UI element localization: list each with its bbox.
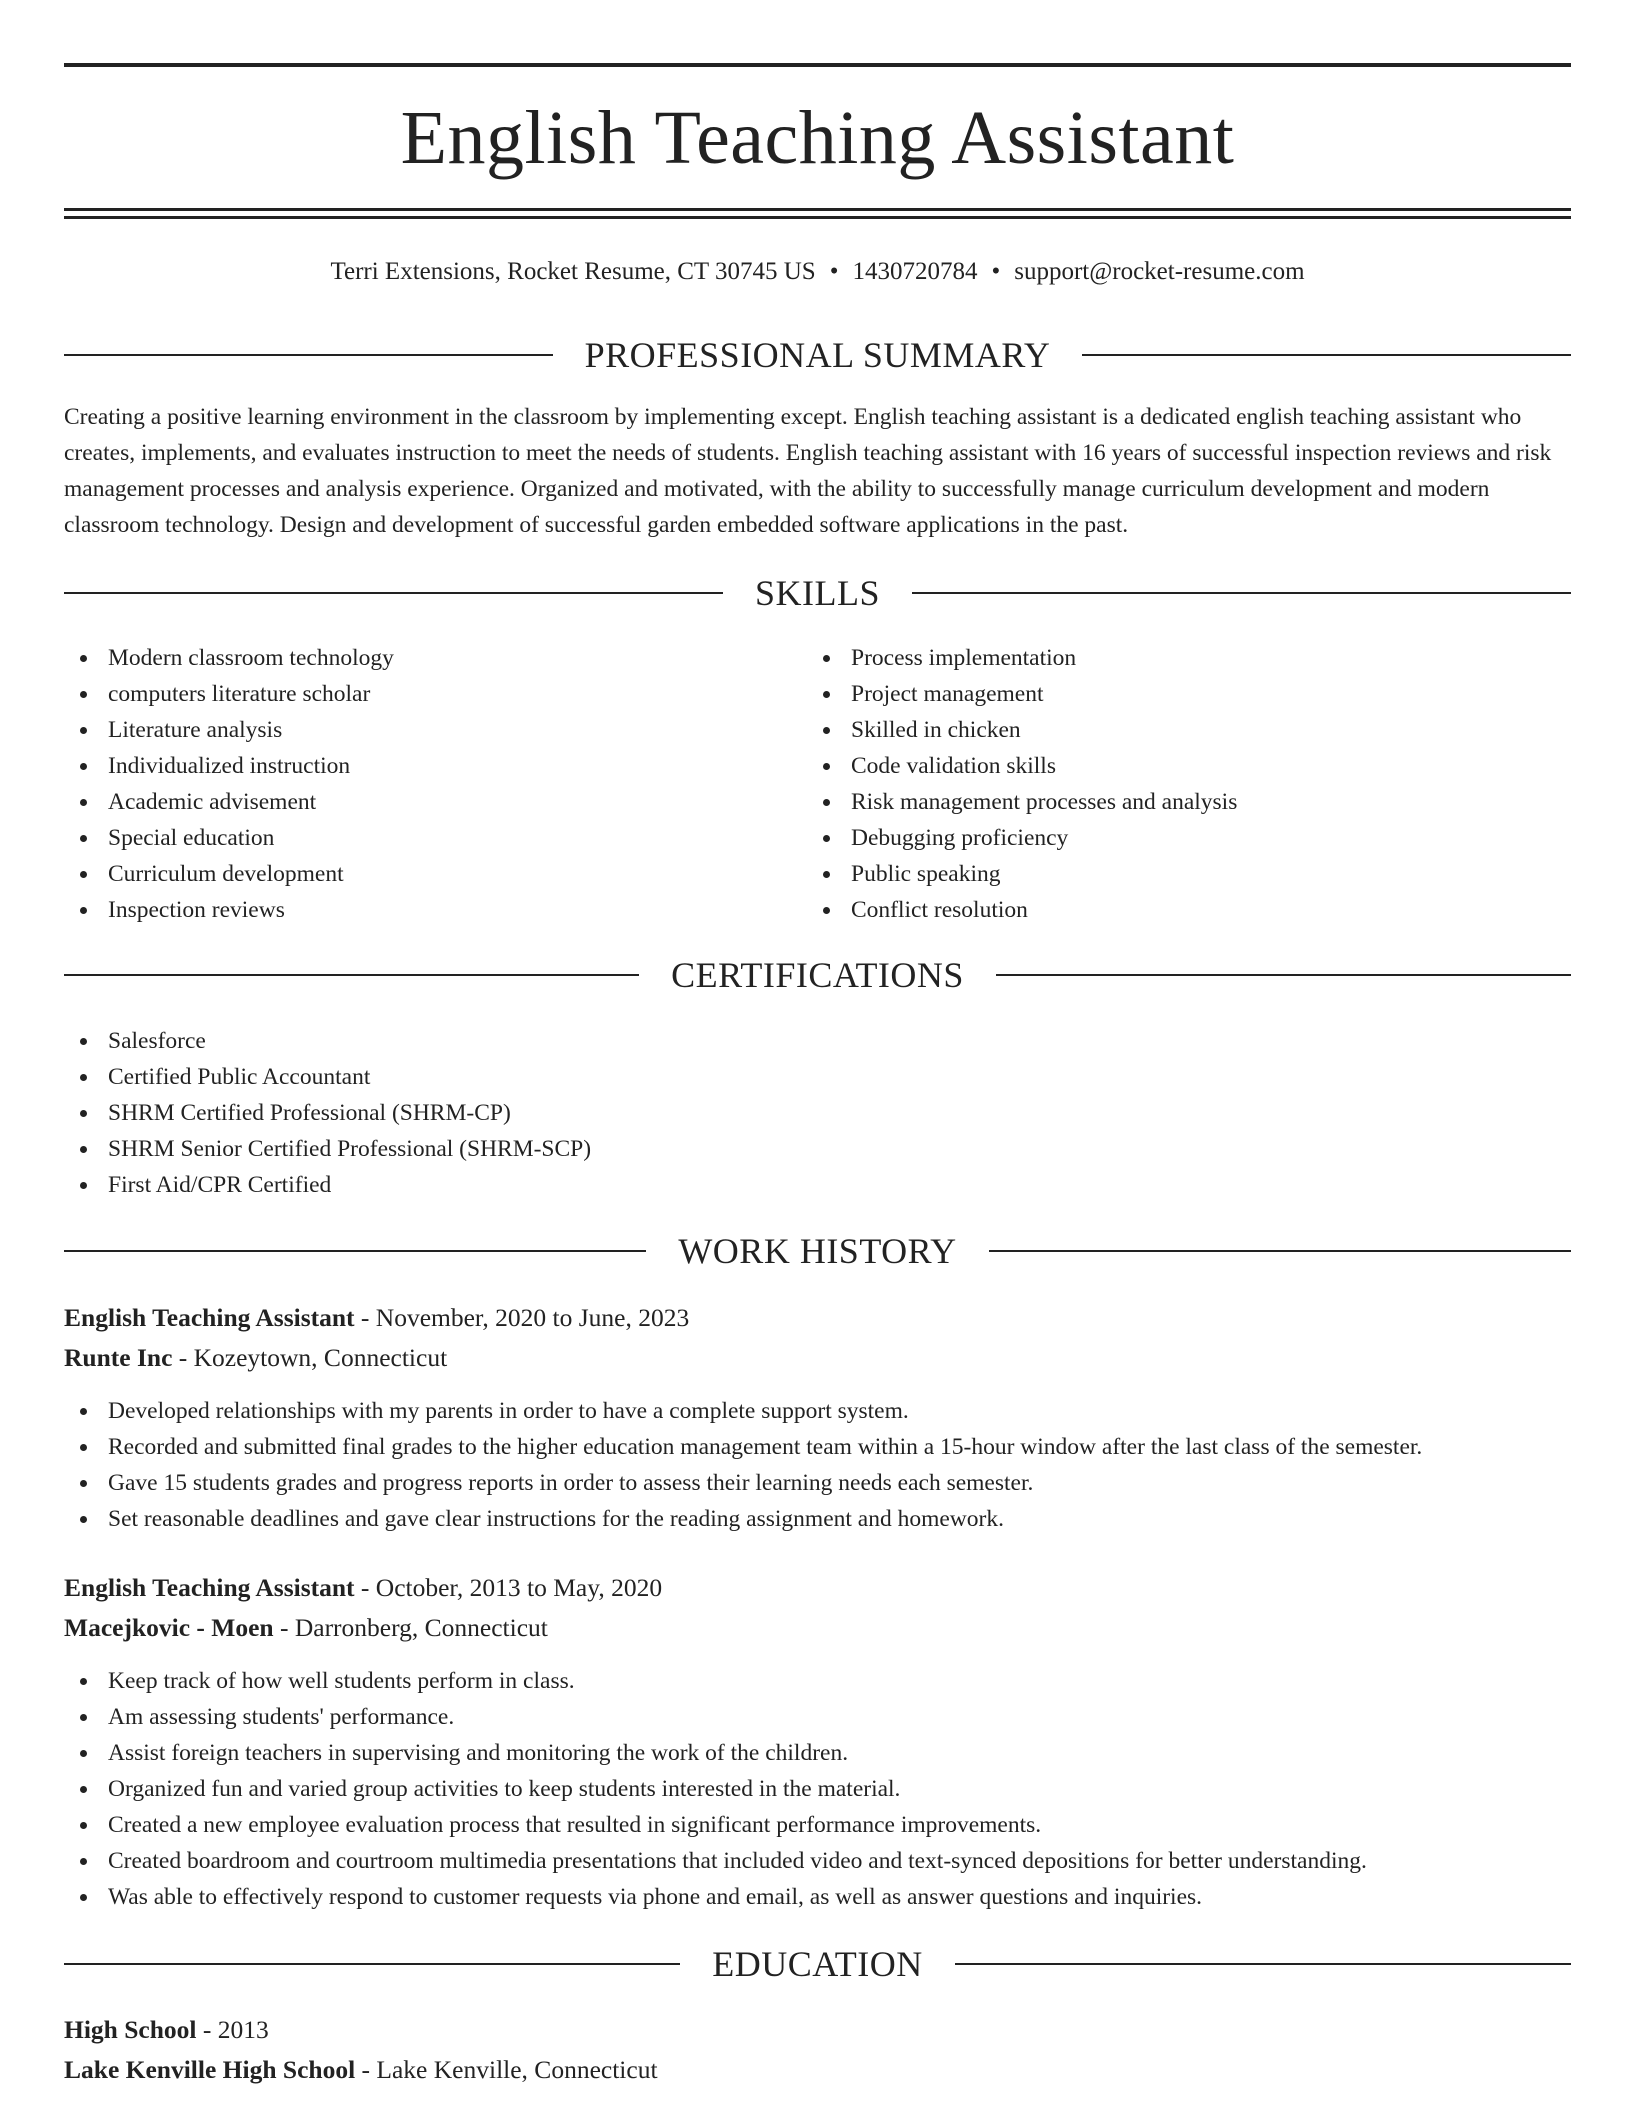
skill-item: Code validation skills [807,748,1237,784]
skill-item: Skilled in chicken [807,712,1237,748]
education-school-line [64,2052,658,2088]
job-bullets [64,1663,1367,1915]
heading-rule [64,354,553,356]
heading-rule [989,1250,1571,1252]
skills-list-right [807,640,1237,928]
job-bullet: Created a new employee evaluation process that resulted in significant performance improvements. [64,1807,1367,1843]
job-company-line [64,1340,447,1376]
job-bullet: Gave 15 students grades and progress reports in order to assess their learning needs each semester. [64,1465,1422,1501]
certifications-list [64,1023,591,1203]
heading-rule [996,974,1571,976]
skill-item: Literature analysis [64,712,394,748]
top-rule [64,63,1571,67]
education-heading [64,1942,1571,1986]
job-bullet: Set reasonable deadlines and gave clear instructions for the reading assignment and homework. [64,1501,1422,1537]
skill-item: Public speaking [807,856,1237,892]
resume-title: English Teaching Assistant [400,96,1235,180]
skill-item: computers literature scholar [64,676,394,712]
work-title: WORK HISTORY [678,1231,957,1271]
education-degree-line [64,2012,269,2048]
job-bullet: Developed relationships with my parents in order to have a complete support system. [64,1393,1422,1429]
job-location: - Darronberg, Connecticut [279,1613,548,1642]
certifications-heading [64,953,1571,997]
job-company: Runte Inc [64,1343,173,1372]
job-bullet: Keep track of how well students perform in class. [64,1663,1367,1699]
heading-rule [912,592,1571,594]
contact-separator: • [829,258,839,285]
job-dates: - November, 2020 to June, 2023 [360,1303,690,1332]
heading-rule [64,974,639,976]
job-bullet: Recorded and submitted final grades to the higher education management team within a 15-hour window after the last class of the semester. [64,1429,1422,1465]
heading-rule [955,1963,1571,1965]
contact-phone: 1430720784 [852,258,978,285]
education-degree: High School [64,2015,197,2044]
heading-rule [64,1963,680,1965]
skill-item: Debugging proficiency [807,820,1237,856]
education-year: - 2013 [202,2015,269,2044]
certification-item: Salesforce [64,1023,591,1059]
summary-title: PROFESSIONAL SUMMARY [584,335,1051,375]
summary-heading [64,333,1571,377]
contact-email: support@rocket-resume.com [1014,258,1305,285]
certification-item: Certified Public Accountant [64,1059,591,1095]
education-location: - Lake Kenville, Connecticut [361,2055,658,2084]
heading-rule [64,1250,646,1252]
job-bullet: Assist foreign teachers in supervising and monitoring the work of the children. [64,1735,1367,1771]
job-title-line [64,1570,662,1606]
job-title-line [64,1300,689,1336]
skill-item: Conflict resolution [807,892,1237,928]
skill-item: Modern classroom technology [64,640,394,676]
contact-separator: • [991,258,1001,285]
job-bullet: Organized fun and varied group activities to keep students interested in the material. [64,1771,1367,1807]
skills-heading [64,571,1571,615]
job-bullet: Am assessing students' performance. [64,1699,1367,1735]
skills-title: SKILLS [755,573,881,613]
skill-item: Special education [64,820,394,856]
education-title: EDUCATION [712,1944,923,1984]
job-bullet: Was able to effectively respond to customer requests via phone and email, as well as answer questions and inquiries. [64,1879,1367,1915]
skill-item: Inspection reviews [64,892,394,928]
certification-item: SHRM Certified Professional (SHRM-CP) [64,1095,591,1131]
title-rule-lower [64,216,1571,219]
job-dates: - October, 2013 to May, 2020 [360,1573,663,1602]
job-company: Macejkovic - Moen [64,1613,274,1642]
job-role: English Teaching Assistant [64,1303,355,1332]
education-school: Lake Kenville High School [64,2055,356,2084]
certification-item: First Aid/CPR Certified [64,1167,591,1203]
heading-rule [1082,354,1571,356]
heading-rule [64,592,723,594]
skill-item: Curriculum development [64,856,394,892]
skill-item: Project management [807,676,1237,712]
work-heading [64,1229,1571,1273]
summary-text: Creating a positive learning environment in the classroom by implementing except. English teaching assistant is a dedicated english teaching assistant who creates, implements, and evaluates instruction to meet the needs of students. English teaching assistant with 16 years of successful inspection reviews and risk management processes and analysis experience. Organized and motivated, with the ability to successfully manage curriculum development and modern classroom technology. Design and development of successful garden embedded software applications in the past. [64,404,1552,538]
title-rule-upper [64,208,1571,211]
skill-item: Risk management processes and analysis [807,784,1237,820]
job-bullet: Created boardroom and courtroom multimedia presentations that included video and text-synced depositions for better understanding. [64,1843,1367,1879]
job-role: English Teaching Assistant [64,1573,355,1602]
job-company-line [64,1610,548,1646]
skill-item: Academic advisement [64,784,394,820]
skills-list-left [64,640,394,928]
job-location: - Kozeytown, Connecticut [178,1343,448,1372]
certifications-title: CERTIFICATIONS [671,955,964,995]
job-bullets [64,1393,1422,1537]
certification-item: SHRM Senior Certified Professional (SHRM-SCP) [64,1131,591,1167]
contact-line [64,255,1571,289]
skill-item: Process implementation [807,640,1237,676]
skill-item: Individualized instruction [64,748,394,784]
contact-address: Terri Extensions, Rocket Resume, CT 30745 US [330,258,816,285]
